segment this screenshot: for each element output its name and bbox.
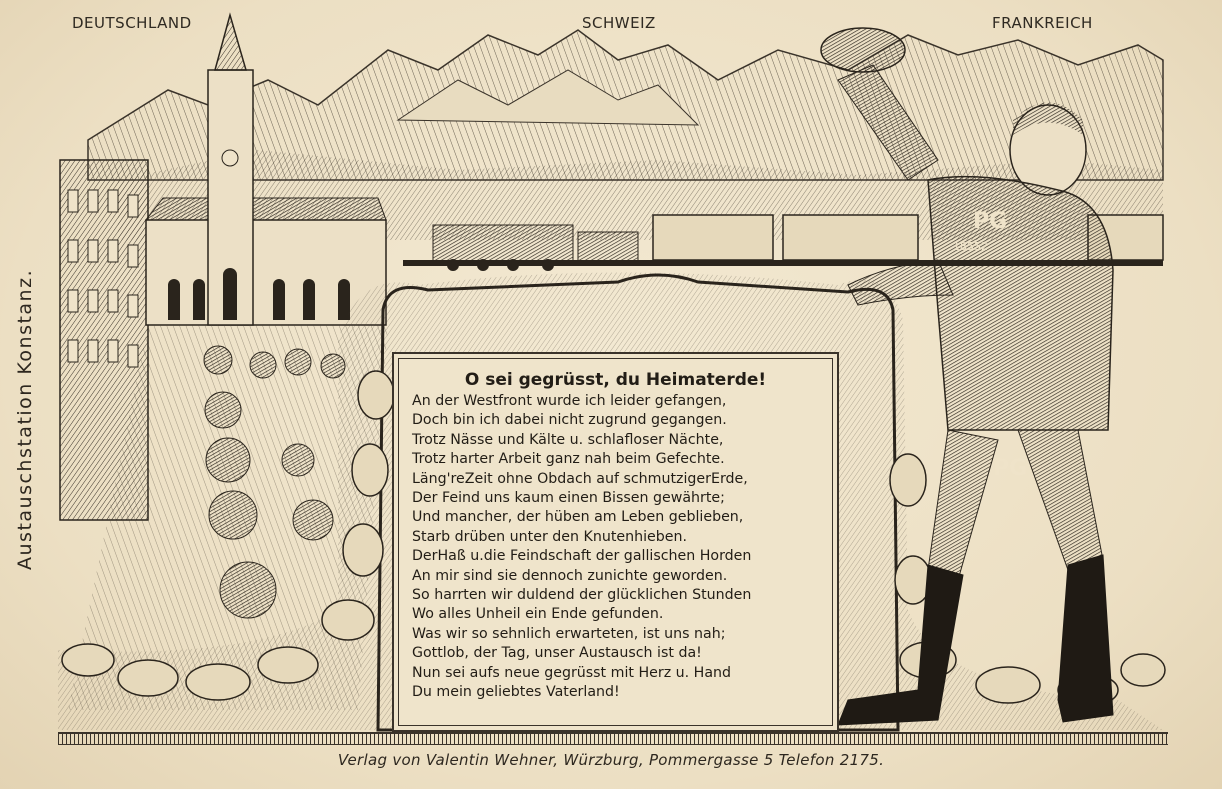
arm-badge-number: 18552 <box>953 240 988 253</box>
poem-line: Starb drüben unter den Knutenhieben. <box>412 528 688 545</box>
poem-line: Du mein geliebtes Vaterland! <box>412 684 620 701</box>
poem-line: Gottlob, der Tag, unser Austausch ist da! <box>412 645 702 662</box>
poem-line: Läng'reZeit ohne Obdach auf schmutzigerErde, <box>412 470 748 487</box>
poem-line: Was wir so sehnlich erwarteten, ist uns nah; <box>412 625 726 642</box>
arm-badge-pg: PG <box>973 209 1008 234</box>
country-label-schweiz: SCHWEIZ <box>582 14 656 32</box>
bottom-border <box>58 732 1168 745</box>
poem-line: Und mancher, der hüben am Leben geblieben, <box>412 509 744 526</box>
poem-line: Doch bin ich dabei nicht zugrund gegangen. <box>412 412 727 429</box>
poem-line: Trotz harter Arbeit ganz nah beim Gefechte. <box>412 451 725 468</box>
country-label-frankreich: FRANKREICH <box>992 14 1093 32</box>
poem-text <box>412 392 832 703</box>
country-label-deutschland: DEUTSCHLAND <box>72 14 192 32</box>
poem-line: An mir sind sie dennoch zunichte geworden. <box>412 567 728 584</box>
poem-line: An der Westfront wurde ich leider gefangen, <box>412 393 727 409</box>
poem-line: Der Feind uns kaum einen Bissen gewährte; <box>412 490 725 507</box>
poem-line: DerHaß u.die Feindschaft der gallischen Horden <box>412 548 752 565</box>
poem-panel <box>392 352 839 732</box>
poem-line: Nun sei aufs neue gegrüsst mit Herz u. Hand <box>412 664 732 681</box>
poem-line: So harrten wir duldend der glücklichen Stunden <box>412 587 752 604</box>
publisher-line: Verlag von Valentin Wehner, Würzburg, Pommergasse 5 Telefon 2175. <box>337 751 885 769</box>
poem-line: Trotz Nässe und Kälte u. schlafloser Nächte, <box>412 431 724 448</box>
poem-title: O sei gegrüsst, du Heimaterde! <box>464 370 767 390</box>
leg-badge-pg: PG <box>993 456 1028 481</box>
poem-line: Wo alles Unheil ein Ende gefunden. <box>412 606 664 623</box>
side-label-austauschstation: Austauschstation Konstanz. <box>14 268 36 570</box>
